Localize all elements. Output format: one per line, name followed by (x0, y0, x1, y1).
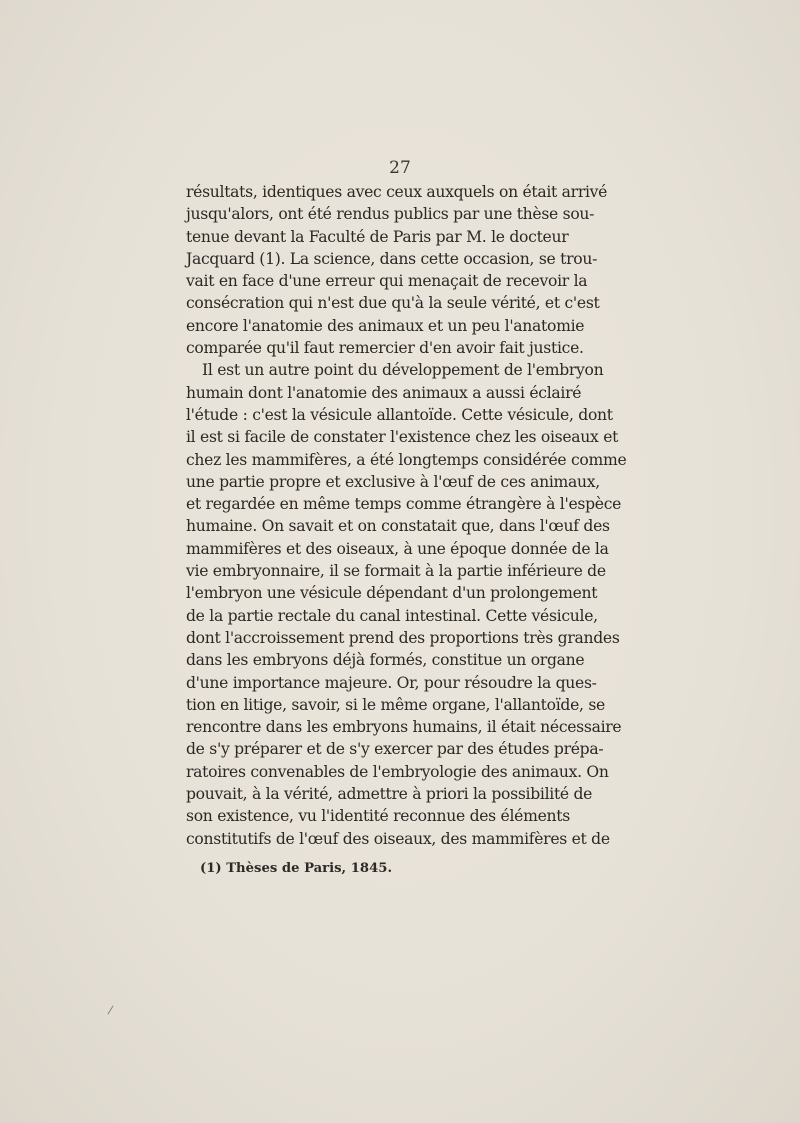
text-line: consécration qui n'est due qu'à la seule vérité, et c'est (186, 294, 600, 313)
text-line: chez les mammifères, a été longtemps considérée comme (186, 450, 627, 469)
text-line: humain dont l'anatomie des animaux a aussi éclairé (186, 383, 582, 402)
text-line: résultats, identiques avec ceux auxquels on était arrivé (186, 183, 608, 201)
page-number: 27 (389, 158, 411, 178)
text-line: constitutifs de l'œuf des oiseaux, des mammifères et de (186, 829, 610, 848)
stray-pen-mark (107, 1005, 113, 1014)
footnote: (1) Thèses de Paris, 1845. (200, 861, 393, 876)
text-line: vait en face d'une erreur qui menaçait de recevoir la (186, 272, 588, 291)
text-line: tion en litige, savoir, si le même organe, l'allantoïde, se (186, 695, 605, 714)
text-line: dont l'accroissement prend des proportions très grandes (186, 628, 620, 647)
text-line: mammifères et des oiseaux, à une époque donnée de la (186, 539, 609, 558)
text-line: ratoires convenables de l'embryologie des animaux. On (186, 762, 609, 781)
text-line: rencontre dans les embryons humains, il était nécessaire (186, 718, 622, 737)
text-line: humaine. On savait et on constatait que, dans l'œuf des (186, 517, 610, 536)
text-line: de la partie rectale du canal intestinal. Cette vésicule, (186, 606, 598, 625)
text-line: dans les embryons déjà formés, constitue un organe (186, 651, 585, 670)
text-line: l'étude : c'est la vésicule allantoïde. Cette vésicule, dont (186, 405, 613, 424)
text-line: vie embryonnaire, il se formait à la partie inférieure de (186, 562, 606, 581)
text-line: l'embryon une vésicule dépendant d'un prolongement (186, 584, 598, 603)
text-line: et regardée en même temps comme étrangère à l'espèce (186, 495, 622, 514)
text-line: son existence, vu l'identité reconnue des éléments (186, 807, 570, 826)
text-line: pouvait, à la vérité, admettre à priori la possibilité de (186, 785, 593, 804)
text-line: il est si facile de constater l'existence chez les oiseaux et (186, 428, 619, 447)
text-line: Il est un autre point du développement de l'embryon (202, 361, 604, 380)
text-line: Jacquard (1). La science, dans cette occasion, se trou- (186, 249, 598, 268)
text-line: comparée qu'il faut remercier d'en avoir fait justice. (186, 339, 584, 358)
body-text (186, 181, 627, 850)
text-line: de s'y préparer et de s'y exercer par des études prépa- (186, 740, 604, 759)
text-line: jusqu'alors, ont été rendus publics par une thèse sou- (186, 205, 595, 224)
text-line: encore l'anatomie des animaux et un peu l'anatomie (186, 316, 585, 335)
text-line: tenue devant la Faculté de Paris par M. le docteur (186, 227, 569, 246)
text-line: une partie propre et exclusive à l'œuf de ces animaux, (186, 472, 600, 491)
text-line: d'une importance majeure. Or, pour résoudre la ques- (186, 673, 597, 692)
